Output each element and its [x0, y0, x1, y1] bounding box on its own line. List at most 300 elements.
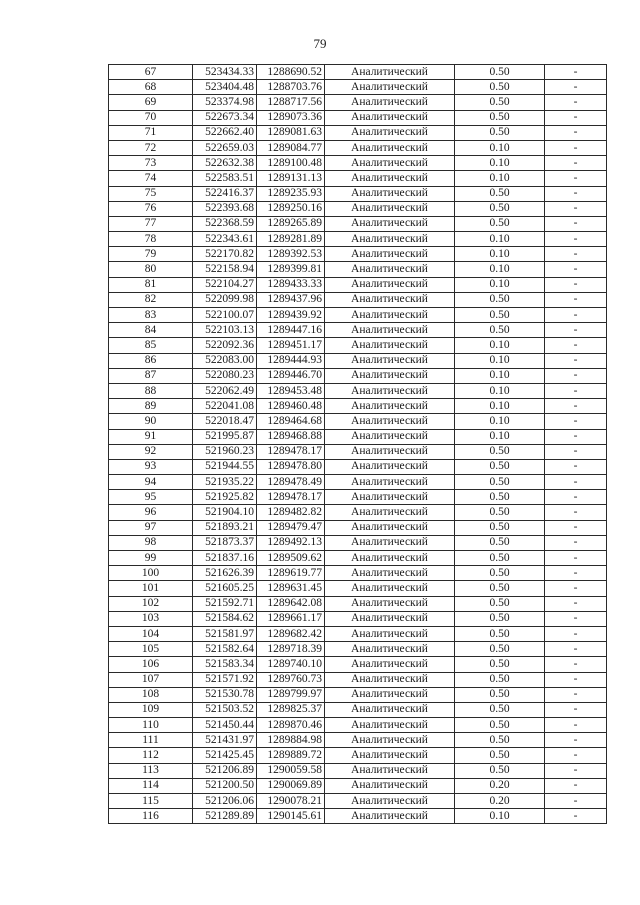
method-cell: Аналитический [325, 596, 455, 611]
point-number-cell: 106 [109, 657, 193, 672]
method-cell: Аналитический [325, 566, 455, 581]
accuracy-cell: 0.10 [455, 156, 545, 171]
table-row [109, 733, 607, 748]
accuracy-cell: 0.10 [455, 338, 545, 353]
x-coordinate-cell: 521605.25 [193, 581, 257, 596]
accuracy-cell: 0.20 [455, 794, 545, 809]
x-coordinate-cell: 521873.37 [193, 535, 257, 550]
x-coordinate-cell: 521530.78 [193, 687, 257, 702]
x-coordinate-cell: 522662.40 [193, 125, 257, 140]
note-cell: - [545, 581, 607, 596]
x-coordinate-cell: 522100.07 [193, 308, 257, 323]
point-number-cell: 100 [109, 566, 193, 581]
table-row [109, 399, 607, 414]
point-number-cell: 94 [109, 475, 193, 490]
point-number-cell: 69 [109, 95, 193, 110]
accuracy-cell: 0.50 [455, 216, 545, 231]
method-cell: Аналитический [325, 733, 455, 748]
x-coordinate-cell: 521592.71 [193, 596, 257, 611]
method-cell: Аналитический [325, 809, 455, 824]
x-coordinate-cell: 521583.34 [193, 657, 257, 672]
x-coordinate-cell: 522673.34 [193, 110, 257, 125]
method-cell: Аналитический [325, 353, 455, 368]
y-coordinate-cell: 1290078.21 [257, 794, 325, 809]
note-cell: - [545, 551, 607, 566]
x-coordinate-cell: 522099.98 [193, 292, 257, 307]
point-number-cell: 92 [109, 444, 193, 459]
y-coordinate-cell: 1289250.16 [257, 201, 325, 216]
accuracy-cell: 0.10 [455, 353, 545, 368]
accuracy-cell: 0.50 [455, 687, 545, 702]
method-cell: Аналитический [325, 429, 455, 444]
note-cell: - [545, 672, 607, 687]
table-row [109, 247, 607, 262]
accuracy-cell: 0.50 [455, 626, 545, 641]
method-cell: Аналитический [325, 186, 455, 201]
note-cell: - [545, 383, 607, 398]
accuracy-cell: 0.50 [455, 763, 545, 778]
note-cell: - [545, 247, 607, 262]
point-number-cell: 99 [109, 551, 193, 566]
table-row [109, 80, 607, 95]
x-coordinate-cell: 521582.64 [193, 642, 257, 657]
point-number-cell: 71 [109, 125, 193, 140]
note-cell: - [545, 490, 607, 505]
accuracy-cell: 0.50 [455, 292, 545, 307]
point-number-cell: 83 [109, 308, 193, 323]
y-coordinate-cell: 1289265.89 [257, 216, 325, 231]
method-cell: Аналитический [325, 718, 455, 733]
method-cell: Аналитический [325, 171, 455, 186]
x-coordinate-cell: 521904.10 [193, 505, 257, 520]
x-coordinate-cell: 522158.94 [193, 262, 257, 277]
x-coordinate-cell: 522368.59 [193, 216, 257, 231]
point-number-cell: 116 [109, 809, 193, 824]
y-coordinate-cell: 1289392.53 [257, 247, 325, 262]
y-coordinate-cell: 1289460.48 [257, 399, 325, 414]
accuracy-cell: 0.50 [455, 95, 545, 110]
x-coordinate-cell: 521206.89 [193, 763, 257, 778]
note-cell: - [545, 611, 607, 626]
method-cell: Аналитический [325, 687, 455, 702]
point-number-cell: 74 [109, 171, 193, 186]
accuracy-cell: 0.50 [455, 642, 545, 657]
y-coordinate-cell: 1289447.16 [257, 323, 325, 338]
table-row [109, 809, 607, 824]
y-coordinate-cell: 1289825.37 [257, 702, 325, 717]
table-row [109, 323, 607, 338]
x-coordinate-cell: 522103.13 [193, 323, 257, 338]
x-coordinate-cell: 521503.52 [193, 702, 257, 717]
accuracy-cell: 0.10 [455, 262, 545, 277]
coordinates-table [108, 64, 607, 824]
note-cell: - [545, 171, 607, 186]
method-cell: Аналитический [325, 247, 455, 262]
note-cell: - [545, 216, 607, 231]
method-cell: Аналитический [325, 277, 455, 292]
method-cell: Аналитический [325, 140, 455, 155]
note-cell: - [545, 277, 607, 292]
table-row [109, 778, 607, 793]
x-coordinate-cell: 522062.49 [193, 383, 257, 398]
y-coordinate-cell: 1289073.36 [257, 110, 325, 125]
y-coordinate-cell: 1289760.73 [257, 672, 325, 687]
method-cell: Аналитический [325, 110, 455, 125]
table-row [109, 110, 607, 125]
point-number-cell: 101 [109, 581, 193, 596]
y-coordinate-cell: 1289718.39 [257, 642, 325, 657]
method-cell: Аналитический [325, 216, 455, 231]
y-coordinate-cell: 1289661.17 [257, 611, 325, 626]
note-cell: - [545, 292, 607, 307]
table-row [109, 672, 607, 687]
x-coordinate-cell: 521837.16 [193, 551, 257, 566]
table-row [109, 368, 607, 383]
note-cell: - [545, 459, 607, 474]
point-number-cell: 110 [109, 718, 193, 733]
table-row [109, 794, 607, 809]
note-cell: - [545, 399, 607, 414]
table-row [109, 687, 607, 702]
y-coordinate-cell: 1288690.52 [257, 65, 325, 80]
table-row [109, 520, 607, 535]
table-row [109, 383, 607, 398]
note-cell: - [545, 444, 607, 459]
point-number-cell: 108 [109, 687, 193, 702]
note-cell: - [545, 687, 607, 702]
y-coordinate-cell: 1289799.97 [257, 687, 325, 702]
note-cell: - [545, 778, 607, 793]
note-cell: - [545, 80, 607, 95]
point-number-cell: 104 [109, 626, 193, 641]
table-row [109, 702, 607, 717]
y-coordinate-cell: 1289100.48 [257, 156, 325, 171]
x-coordinate-cell: 522092.36 [193, 338, 257, 353]
note-cell: - [545, 232, 607, 247]
accuracy-cell: 0.50 [455, 475, 545, 490]
method-cell: Аналитический [325, 338, 455, 353]
point-number-cell: 115 [109, 794, 193, 809]
y-coordinate-cell: 1288717.56 [257, 95, 325, 110]
table-row [109, 216, 607, 231]
accuracy-cell: 0.50 [455, 186, 545, 201]
method-cell: Аналитический [325, 65, 455, 80]
y-coordinate-cell: 1289884.98 [257, 733, 325, 748]
x-coordinate-cell: 521935.22 [193, 475, 257, 490]
y-coordinate-cell: 1289081.63 [257, 125, 325, 140]
method-cell: Аналитический [325, 657, 455, 672]
method-cell: Аналитический [325, 459, 455, 474]
note-cell: - [545, 535, 607, 550]
point-number-cell: 89 [109, 399, 193, 414]
note-cell: - [545, 95, 607, 110]
note-cell: - [545, 763, 607, 778]
accuracy-cell: 0.50 [455, 657, 545, 672]
accuracy-cell: 0.50 [455, 308, 545, 323]
x-coordinate-cell: 522041.08 [193, 399, 257, 414]
x-coordinate-cell: 521450.44 [193, 718, 257, 733]
note-cell: - [545, 702, 607, 717]
y-coordinate-cell: 1289478.17 [257, 444, 325, 459]
y-coordinate-cell: 1289446.70 [257, 368, 325, 383]
point-number-cell: 79 [109, 247, 193, 262]
accuracy-cell: 0.50 [455, 110, 545, 125]
accuracy-cell: 0.50 [455, 520, 545, 535]
method-cell: Аналитический [325, 672, 455, 687]
method-cell: Аналитический [325, 581, 455, 596]
method-cell: Аналитический [325, 201, 455, 216]
point-number-cell: 102 [109, 596, 193, 611]
y-coordinate-cell: 1289870.46 [257, 718, 325, 733]
y-coordinate-cell: 1289131.13 [257, 171, 325, 186]
y-coordinate-cell: 1289478.49 [257, 475, 325, 490]
y-coordinate-cell: 1289451.17 [257, 338, 325, 353]
table-row [109, 414, 607, 429]
note-cell: - [545, 626, 607, 641]
point-number-cell: 82 [109, 292, 193, 307]
method-cell: Аналитический [325, 383, 455, 398]
y-coordinate-cell: 1289084.77 [257, 140, 325, 155]
method-cell: Аналитический [325, 125, 455, 140]
point-number-cell: 72 [109, 140, 193, 155]
table-row [109, 308, 607, 323]
note-cell: - [545, 505, 607, 520]
table-row [109, 718, 607, 733]
y-coordinate-cell: 1289740.10 [257, 657, 325, 672]
accuracy-cell: 0.10 [455, 232, 545, 247]
accuracy-cell: 0.50 [455, 201, 545, 216]
page-number: 79 [313, 36, 327, 51]
point-number-cell: 114 [109, 778, 193, 793]
accuracy-cell: 0.50 [455, 505, 545, 520]
method-cell: Аналитический [325, 232, 455, 247]
method-cell: Аналитический [325, 80, 455, 95]
note-cell: - [545, 794, 607, 809]
accuracy-cell: 0.50 [455, 611, 545, 626]
accuracy-cell: 0.50 [455, 444, 545, 459]
x-coordinate-cell: 522659.03 [193, 140, 257, 155]
y-coordinate-cell: 1289444.93 [257, 353, 325, 368]
method-cell: Аналитический [325, 778, 455, 793]
y-coordinate-cell: 1289889.72 [257, 748, 325, 763]
note-cell: - [545, 596, 607, 611]
table-row [109, 444, 607, 459]
accuracy-cell: 0.50 [455, 535, 545, 550]
accuracy-cell: 0.50 [455, 733, 545, 748]
method-cell: Аналитический [325, 748, 455, 763]
note-cell: - [545, 140, 607, 155]
x-coordinate-cell: 521200.50 [193, 778, 257, 793]
point-number-cell: 113 [109, 763, 193, 778]
x-coordinate-cell: 522416.37 [193, 186, 257, 201]
table-row [109, 459, 607, 474]
method-cell: Аналитический [325, 308, 455, 323]
y-coordinate-cell: 1289509.62 [257, 551, 325, 566]
point-number-cell: 88 [109, 383, 193, 398]
y-coordinate-cell: 1289468.88 [257, 429, 325, 444]
method-cell: Аналитический [325, 626, 455, 641]
table-row [109, 338, 607, 353]
accuracy-cell: 0.50 [455, 596, 545, 611]
note-cell: - [545, 414, 607, 429]
point-number-cell: 109 [109, 702, 193, 717]
point-number-cell: 85 [109, 338, 193, 353]
table-row [109, 65, 607, 80]
y-coordinate-cell: 1289439.92 [257, 308, 325, 323]
table-row [109, 566, 607, 581]
x-coordinate-cell: 521581.97 [193, 626, 257, 641]
point-number-cell: 96 [109, 505, 193, 520]
y-coordinate-cell: 1289478.17 [257, 490, 325, 505]
x-coordinate-cell: 521431.97 [193, 733, 257, 748]
x-coordinate-cell: 521944.55 [193, 459, 257, 474]
note-cell: - [545, 338, 607, 353]
x-coordinate-cell: 521893.21 [193, 520, 257, 535]
accuracy-cell: 0.10 [455, 247, 545, 262]
point-number-cell: 76 [109, 201, 193, 216]
table-row [109, 475, 607, 490]
accuracy-cell: 0.50 [455, 125, 545, 140]
table-row [109, 353, 607, 368]
x-coordinate-cell: 522583.51 [193, 171, 257, 186]
method-cell: Аналитический [325, 763, 455, 778]
y-coordinate-cell: 1289281.89 [257, 232, 325, 247]
note-cell: - [545, 566, 607, 581]
coordinates-table-body [109, 65, 607, 824]
note-cell: - [545, 65, 607, 80]
table-row [109, 611, 607, 626]
point-number-cell: 87 [109, 368, 193, 383]
accuracy-cell: 0.10 [455, 171, 545, 186]
x-coordinate-cell: 522632.38 [193, 156, 257, 171]
note-cell: - [545, 642, 607, 657]
y-coordinate-cell: 1288703.76 [257, 80, 325, 95]
y-coordinate-cell: 1289479.47 [257, 520, 325, 535]
x-coordinate-cell: 521571.92 [193, 672, 257, 687]
note-cell: - [545, 156, 607, 171]
y-coordinate-cell: 1289433.33 [257, 277, 325, 292]
x-coordinate-cell: 522080.23 [193, 368, 257, 383]
point-number-cell: 78 [109, 232, 193, 247]
y-coordinate-cell: 1289453.48 [257, 383, 325, 398]
point-number-cell: 75 [109, 186, 193, 201]
accuracy-cell: 0.10 [455, 429, 545, 444]
note-cell: - [545, 201, 607, 216]
y-coordinate-cell: 1289482.82 [257, 505, 325, 520]
point-number-cell: 90 [109, 414, 193, 429]
accuracy-cell: 0.10 [455, 809, 545, 824]
table-row [109, 551, 607, 566]
method-cell: Аналитический [325, 475, 455, 490]
table-row [109, 95, 607, 110]
accuracy-cell: 0.50 [455, 748, 545, 763]
method-cell: Аналитический [325, 505, 455, 520]
method-cell: Аналитический [325, 156, 455, 171]
note-cell: - [545, 323, 607, 338]
point-number-cell: 81 [109, 277, 193, 292]
method-cell: Аналитический [325, 702, 455, 717]
x-coordinate-cell: 521925.82 [193, 490, 257, 505]
point-number-cell: 98 [109, 535, 193, 550]
accuracy-cell: 0.50 [455, 672, 545, 687]
note-cell: - [545, 718, 607, 733]
x-coordinate-cell: 522170.82 [193, 247, 257, 262]
method-cell: Аналитический [325, 95, 455, 110]
y-coordinate-cell: 1289492.13 [257, 535, 325, 550]
table-row [109, 292, 607, 307]
method-cell: Аналитический [325, 794, 455, 809]
method-cell: Аналитический [325, 535, 455, 550]
table-row [109, 201, 607, 216]
x-coordinate-cell: 521626.39 [193, 566, 257, 581]
method-cell: Аналитический [325, 399, 455, 414]
x-coordinate-cell: 522018.47 [193, 414, 257, 429]
method-cell: Аналитический [325, 323, 455, 338]
x-coordinate-cell: 523404.48 [193, 80, 257, 95]
accuracy-cell: 0.50 [455, 459, 545, 474]
note-cell: - [545, 748, 607, 763]
x-coordinate-cell: 523434.33 [193, 65, 257, 80]
point-number-cell: 67 [109, 65, 193, 80]
method-cell: Аналитический [325, 642, 455, 657]
table-row [109, 505, 607, 520]
accuracy-cell: 0.20 [455, 778, 545, 793]
table-row [109, 657, 607, 672]
point-number-cell: 77 [109, 216, 193, 231]
table-row [109, 748, 607, 763]
y-coordinate-cell: 1290059.58 [257, 763, 325, 778]
table-row [109, 262, 607, 277]
point-number-cell: 86 [109, 353, 193, 368]
y-coordinate-cell: 1289478.80 [257, 459, 325, 474]
accuracy-cell: 0.10 [455, 383, 545, 398]
note-cell: - [545, 429, 607, 444]
x-coordinate-cell: 521425.45 [193, 748, 257, 763]
table-row [109, 277, 607, 292]
accuracy-cell: 0.10 [455, 414, 545, 429]
accuracy-cell: 0.50 [455, 702, 545, 717]
x-coordinate-cell: 522083.00 [193, 353, 257, 368]
note-cell: - [545, 520, 607, 535]
x-coordinate-cell: 521206.06 [193, 794, 257, 809]
note-cell: - [545, 262, 607, 277]
point-number-cell: 70 [109, 110, 193, 125]
note-cell: - [545, 308, 607, 323]
table-row [109, 156, 607, 171]
accuracy-cell: 0.50 [455, 323, 545, 338]
table-row [109, 642, 607, 657]
table-row [109, 490, 607, 505]
point-number-cell: 97 [109, 520, 193, 535]
table-row [109, 186, 607, 201]
y-coordinate-cell: 1289437.96 [257, 292, 325, 307]
accuracy-cell: 0.10 [455, 368, 545, 383]
accuracy-cell: 0.50 [455, 551, 545, 566]
note-cell: - [545, 353, 607, 368]
x-coordinate-cell: 521584.62 [193, 611, 257, 626]
note-cell: - [545, 368, 607, 383]
note-cell: - [545, 475, 607, 490]
point-number-cell: 68 [109, 80, 193, 95]
accuracy-cell: 0.10 [455, 399, 545, 414]
y-coordinate-cell: 1289399.81 [257, 262, 325, 277]
point-number-cell: 91 [109, 429, 193, 444]
x-coordinate-cell: 522343.61 [193, 232, 257, 247]
accuracy-cell: 0.50 [455, 65, 545, 80]
x-coordinate-cell: 523374.98 [193, 95, 257, 110]
y-coordinate-cell: 1289631.45 [257, 581, 325, 596]
point-number-cell: 105 [109, 642, 193, 657]
